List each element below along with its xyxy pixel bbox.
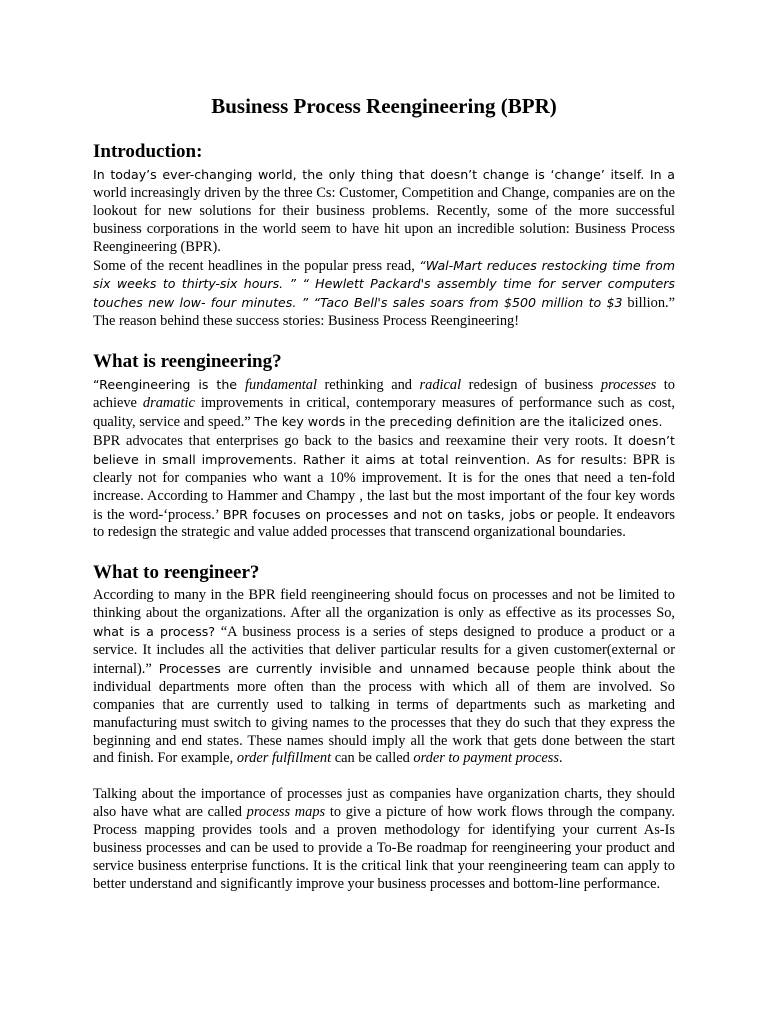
what-to-text-c: “A business process is a series of steps designed to produce a product or a service. It includes all the activities that deliver particular results for a given customer(external or internal).” [93, 624, 675, 677]
term-order-fulfillment: order fulfillment [236, 750, 332, 767]
intro-paragraph-2 [93, 257, 675, 332]
term-order-to-payment: order to payment process [413, 750, 560, 767]
what-is-paragraph-2 [93, 432, 675, 542]
keyword-dramatic: dramatic [142, 395, 195, 412]
intro-p1-text: world increasingly driven by the three Cs: Customer, Competition and Change, companies are on the lookout for new solutions for their business problems. Recently, some of the more successful business corporations in the world seem to have hit upon an incredible solution: Business Process Reengineering (BPR). [93, 184, 675, 255]
bpr-text-d: BPR focuses on processes and not on tasks, jobs or [222, 506, 553, 522]
keyword-fundamental: fundamental [245, 377, 317, 394]
what-to-text-f: can be called [331, 750, 414, 767]
what-to-question: what is a process? [93, 624, 216, 640]
what-is-paragraph-1 [93, 376, 675, 432]
bpr-text-a: BPR advocates that enterprises go back to the basics and reexamine their very roots. It [93, 432, 629, 449]
process-maps-text-b: to give a picture of how work flows through the company. Process mapping provides tools and a proven methodology for identifying your current As-Is business processes and can be used to provide a To-Be roadmap for reengineering your product and service business enterprise functions. It is the critical link that your reengineering team can apply to better understand and significantly improve your business processes and bottom-line performance. [93, 804, 675, 892]
definition-text-5: The key words in the preceding definition are the italicized ones. [254, 413, 663, 429]
definition-open: “Reengineering is the [93, 377, 246, 393]
term-process-maps: process maps [246, 804, 326, 821]
process-maps-text-a: Talking about the importance of processes just as companies have organization charts, they should also have what are called [93, 786, 675, 821]
what-to-paragraph-1 [93, 587, 675, 768]
bpr-text-b: doesn’t believe in small improvements. Rather it aims at total reinvention. As for results: [93, 432, 675, 467]
definition-text-3: to achieve [93, 377, 675, 412]
document-title: Business Process Reengineering (BPR) [211, 94, 557, 118]
what-to-text-a: According to many in the BPR field reengineering should focus on processes and not be limited to thinking about the organizations. After all the organization is only as effective as its processes So, [93, 587, 675, 622]
intro-p2-tail: billion.” The reason behind these success stories: Business Process Reengineering! [93, 295, 675, 330]
section-heading-what-is-reengineering: What is reengineering? [93, 351, 282, 373]
bpr-text-e: people. It endeavors to redesign the strategic and value added processes that transcend organizational boundaries. [93, 506, 675, 541]
definition-text-1: rethinking and [316, 377, 420, 394]
what-to-text-g: . [559, 750, 563, 767]
definition-text-4: improvements in critical, contemporary measures of performance such as cost, quality, service and speed.” [93, 395, 675, 430]
section-heading-what-to-reengineer: What to reengineer? [93, 562, 260, 584]
what-to-paragraph-2 [93, 786, 675, 893]
definition-text-2: redesign of business [461, 377, 601, 394]
keyword-processes: processes [600, 377, 657, 394]
section-heading-introduction: Introduction: [93, 141, 203, 162]
intro-p1-sans-text: In today’s ever-changing world, the only thing that doesn’t change is ‘change’ itself. In a [93, 167, 675, 182]
keyword-radical: radical [419, 377, 462, 394]
intro-paragraph-1 [93, 166, 675, 257]
what-to-text-d: Processes are currently invisible and unnamed because [158, 660, 530, 676]
bpr-text-c: BPR is clearly not for companies who want a 10% improvement. It is for the ones that need a ten-fold increase. According to Hammer and Champy , the last but the most important of the four key words is the word-‘process.’ [93, 451, 675, 523]
intro-p2-headlines: “Wal-Mart reduces restocking time from six weeks to thirty-six hours. ” “ Hewlett Packard's assembly time for server computers touches new low- four minutes. ” “Taco Bell's sales soars from $500 million to $3 [93, 257, 675, 311]
what-to-text-e: people think about the individual departments more often than the process with which all of them are involved. So companies that are currently used to talking in terms of departments such as marketing and manufacturing must switch to giving names to the processes that they do such that they express the beginning and end states. These names should imply all the work that gets done between the start and finish. For example, [93, 660, 675, 767]
intro-p2-lead: Some of the recent headlines in the popular press read, [93, 257, 420, 274]
